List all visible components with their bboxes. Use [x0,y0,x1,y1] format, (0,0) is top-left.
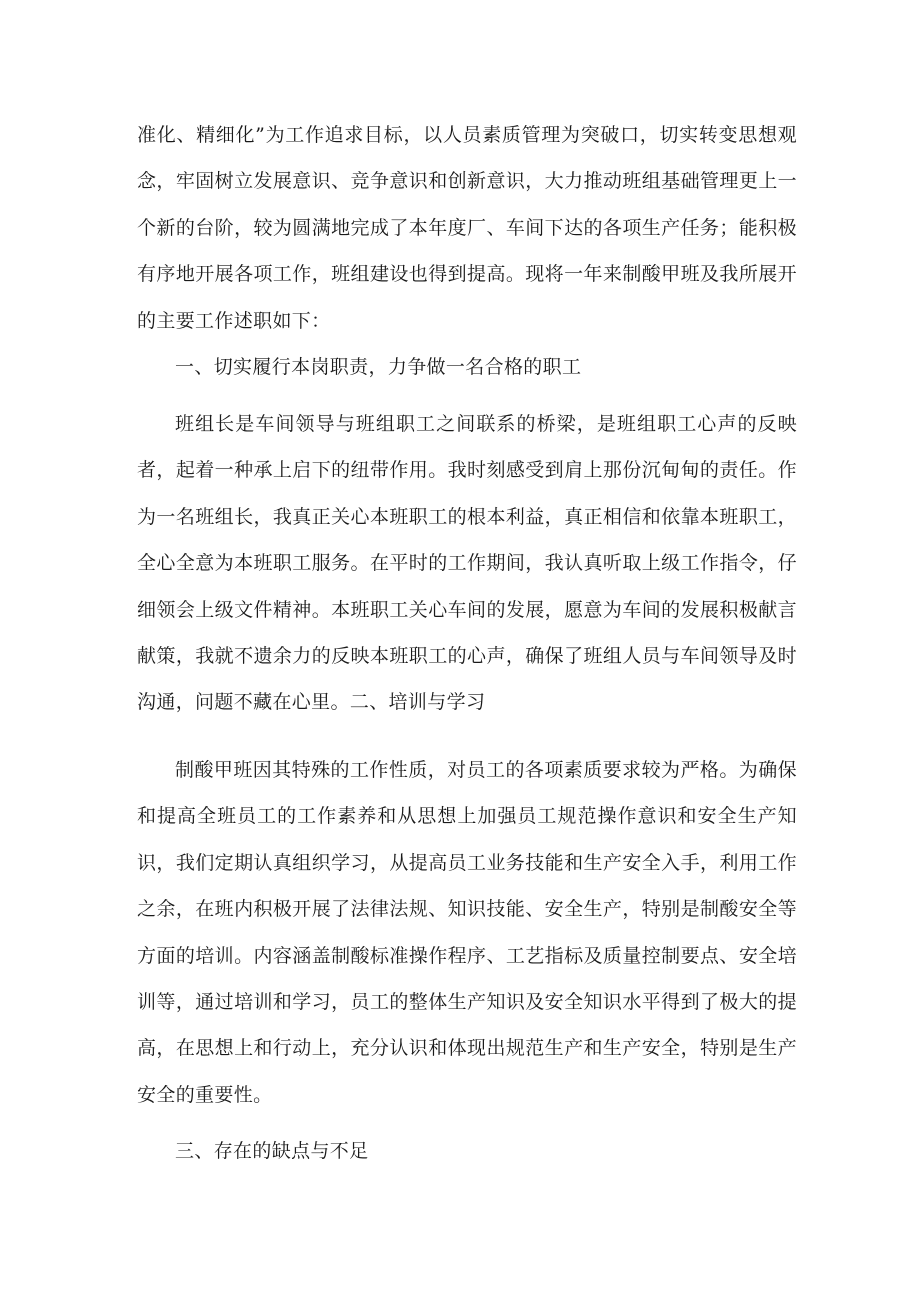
paragraph-intro-continuation: 准化、精细化”为工作追求目标，以人员素质管理为突破口，切实转变思想观念，牢固树立发展意识、竞争意识和创新意识，大力推动班组基础管理更上一个新的台阶，较为圆满地完成了本年度厂、车间下达的各项生产任务；能积极有序地开展各项工作，班组建设也得到提高。现将一年来制酸甲班及我所展开的主要工作述职如下： [137,124,797,332]
paragraph-section-2: 制酸甲班因其特殊的工作性质，对员工的各项素质要求较为严格。为确保和提高全班员工的工作素养和从思想上加强员工规范操作意识和安全生产知识，我们定期认真组织学习，从提高员工业务技能和生产安全入手，利用工作之余，在班内积极开展了法律法规、知识技能、安全生产，特别是制酸安全等方面的培训。内容涵盖制酸标准操作程序、工艺指标及质量控制要点、安全培训等，通过培训和学习，员工的整体生产知识及安全知识水平得到了极大的提高，在思想上和行动上，充分认识和体现出规范生产和生产安全，特别是生产安全的重要性。 [137,759,797,1106]
section-heading-1: 一、切实履行本岗职责，力争做一名合格的职工 [175,356,582,378]
section-heading-3: 三、存在的缺点与不足 [175,1140,369,1162]
paragraph-section-1: 班组长是车间领导与班组职工之间联系的桥梁，是班组职工心声的反映者，起着一种承上启下的纽带作用。我时刻感受到肩上那份沉甸甸的责任。作为一名班组长，我真正关心本班职工的根本利益，真正相信和依靠本班职工，全心全意为本班职工服务。在平时的工作期间，我认真听取上级工作指令，仔细领会上级文件精神。本班职工关心车间的发展，愿意为车间的发展积极献言献策，我就不遗余力的反映本班职工的心声，确保了班组人员与车间领导及时沟通，问题不藏在心里。二、培训与学习 [137,413,797,714]
